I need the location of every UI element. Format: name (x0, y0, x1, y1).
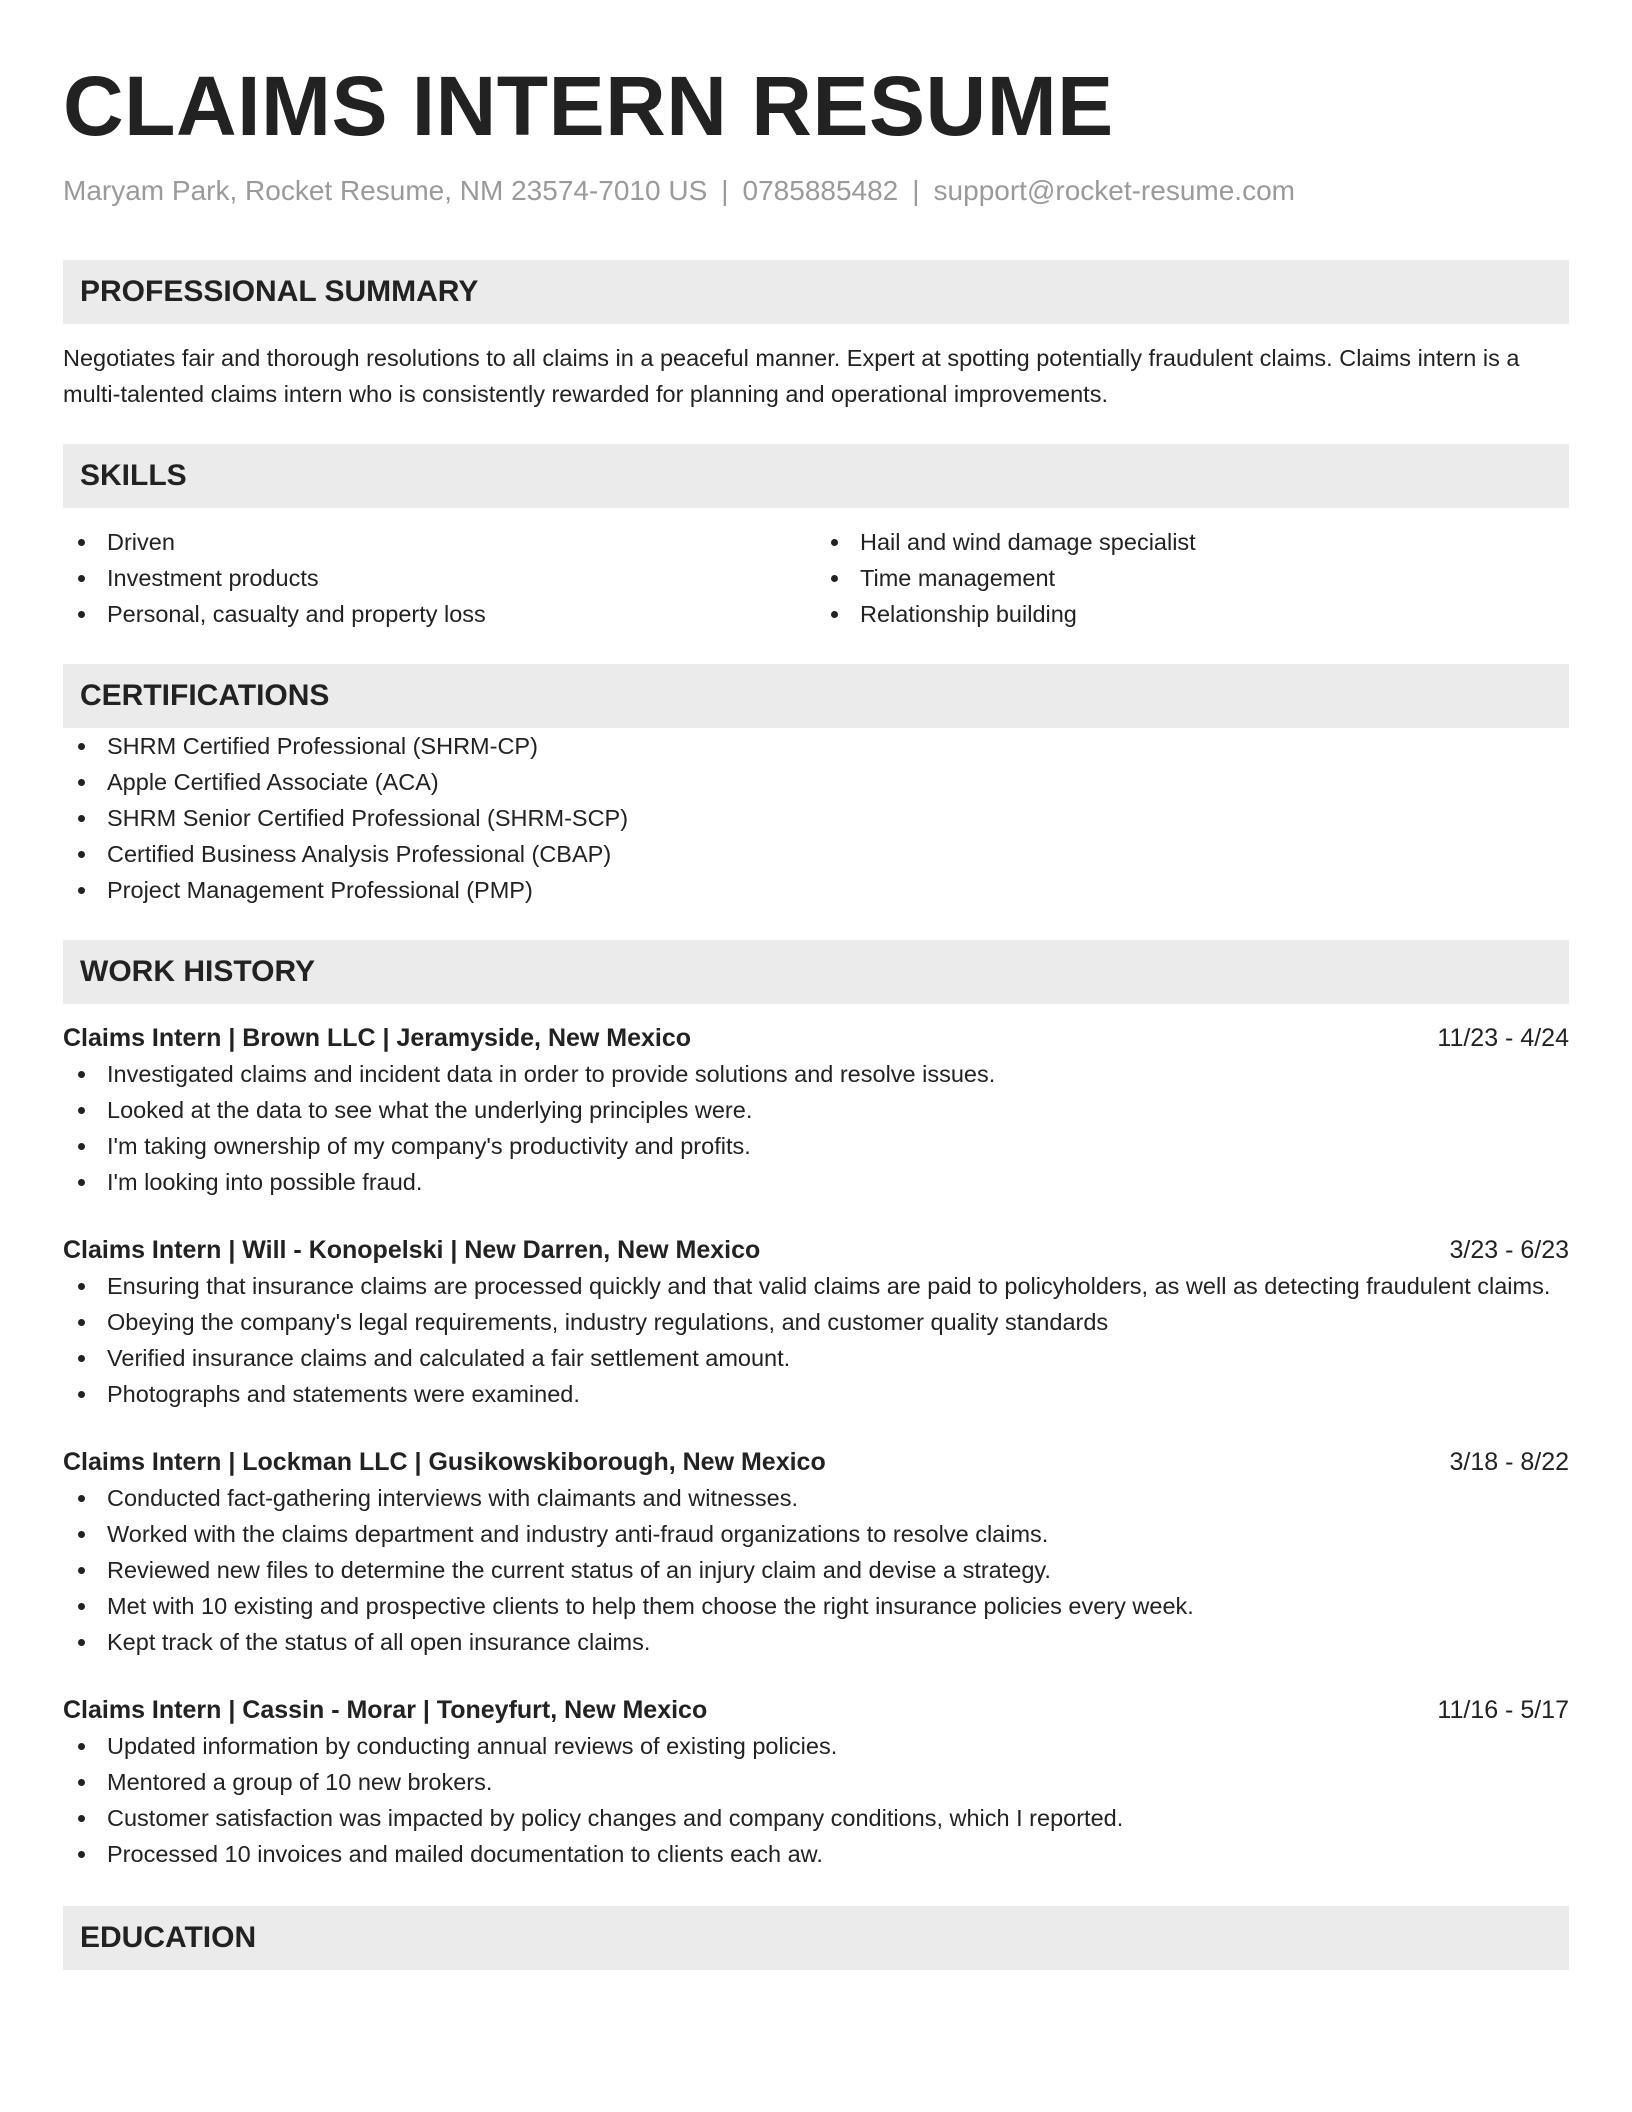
skills-column-left (63, 524, 816, 632)
section-header-work-history: WORK HISTORY (63, 940, 1569, 1004)
job-bullet: Looked at the data to see what the underlying principles were. (63, 1092, 1569, 1128)
job-bullet: I'm taking ownership of my company's productivity and profits. (63, 1128, 1569, 1164)
job-header (63, 1020, 1569, 1056)
job-bullets (63, 1056, 1569, 1200)
contact-separator: | (912, 175, 920, 206)
job-bullets (63, 1268, 1569, 1412)
job-bullet: Kept track of the status of all open insurance claims. (63, 1624, 1569, 1660)
job-header (63, 1232, 1569, 1268)
skill-item: Hail and wind damage specialist (816, 524, 1569, 560)
certifications-list (63, 728, 1569, 908)
job-bullets (63, 1480, 1569, 1660)
job-bullet: Updated information by conducting annual reviews of existing policies. (63, 1728, 1569, 1764)
job-bullet: Ensuring that insurance claims are processed quickly and that valid claims are paid to policyholders, as well as detecting fraudulent claims. (63, 1268, 1569, 1304)
job-bullet: Processed 10 invoices and mailed documentation to clients each aw. (63, 1836, 1569, 1872)
job-title: Claims Intern | Lockman LLC | Gusikowskiborough, New Mexico (63, 1447, 826, 1476)
job-bullet: Met with 10 existing and prospective clients to help them choose the right insurance policies every week. (63, 1588, 1569, 1624)
certification-item: SHRM Senior Certified Professional (SHRM-SCP) (63, 800, 1569, 836)
certification-item: Project Management Professional (PMP) (63, 872, 1569, 908)
job-bullet: Reviewed new files to determine the current status of an injury claim and devise a strategy. (63, 1552, 1569, 1588)
job-entry (63, 1020, 1569, 1200)
job-bullet: Mentored a group of 10 new brokers. (63, 1764, 1569, 1800)
section-header-summary: PROFESSIONAL SUMMARY (63, 260, 1569, 324)
job-entry (63, 1232, 1569, 1412)
job-bullet: Worked with the claims department and industry anti-fraud organizations to resolve claims. (63, 1516, 1569, 1552)
skills-list-left (63, 524, 816, 632)
contact-phone: 0785885482 (742, 175, 899, 206)
skill-item: Personal, casualty and property loss (63, 596, 816, 632)
contact-address: Maryam Park, Rocket Resume, NM 23574-7010 US (63, 175, 708, 206)
skill-item: Investment products (63, 560, 816, 596)
certification-item: Certified Business Analysis Professional (CBAP) (63, 836, 1569, 872)
section-header-certifications: CERTIFICATIONS (63, 664, 1569, 728)
skills-grid (63, 524, 1569, 632)
job-title: Claims Intern | Brown LLC | Jeramyside, New Mexico (63, 1023, 692, 1052)
section-header-skills: SKILLS (63, 444, 1569, 508)
job-dates: 11/16 - 5/17 (1437, 1695, 1569, 1724)
job-entry (63, 1444, 1569, 1660)
job-bullet: Customer satisfaction was impacted by policy changes and company conditions, which I reported. (63, 1800, 1569, 1836)
job-bullet: I'm looking into possible fraud. (63, 1164, 1569, 1200)
job-header (63, 1444, 1569, 1480)
skills-list-right (816, 524, 1569, 632)
job-entry (63, 1692, 1569, 1872)
section-header-education: EDUCATION (63, 1906, 1569, 1970)
resume-title: CLAIMS INTERN RESUME (63, 59, 1114, 153)
job-bullets (63, 1728, 1569, 1872)
contact-line (63, 174, 1569, 208)
skill-item: Relationship building (816, 596, 1569, 632)
job-dates: 3/23 - 6/23 (1449, 1235, 1569, 1264)
job-bullet: Conducted fact-gathering interviews with claimants and witnesses. (63, 1480, 1569, 1516)
job-dates: 3/18 - 8/22 (1449, 1447, 1569, 1476)
job-bullet: Investigated claims and incident data in order to provide solutions and resolve issues. (63, 1056, 1569, 1092)
skills-column-right (816, 524, 1569, 632)
job-header (63, 1692, 1569, 1728)
job-bullet: Obeying the company's legal requirements, industry regulations, and customer quality standards (63, 1304, 1569, 1340)
job-title: Claims Intern | Cassin - Morar | Toneyfurt, New Mexico (63, 1695, 708, 1724)
job-bullet: Photographs and statements were examined. (63, 1376, 1569, 1412)
job-dates: 11/23 - 4/24 (1437, 1023, 1569, 1052)
job-title: Claims Intern | Will - Konopelski | New Darren, New Mexico (63, 1235, 761, 1264)
contact-separator: | (721, 175, 729, 206)
summary-text: Negotiates fair and thorough resolutions to all claims in a peaceful manner. Expert at spotting potentially fraudulent claims. Claims intern is a multi-talented claims intern who is consistently rewarded for planning and operational improvements. (63, 344, 1520, 407)
skill-item: Driven (63, 524, 816, 560)
contact-email: support@rocket-resume.com (933, 175, 1295, 206)
certification-item: SHRM Certified Professional (SHRM-CP) (63, 728, 1569, 764)
skill-item: Time management (816, 560, 1569, 596)
certification-item: Apple Certified Associate (ACA) (63, 764, 1569, 800)
job-bullet: Verified insurance claims and calculated a fair settlement amount. (63, 1340, 1569, 1376)
